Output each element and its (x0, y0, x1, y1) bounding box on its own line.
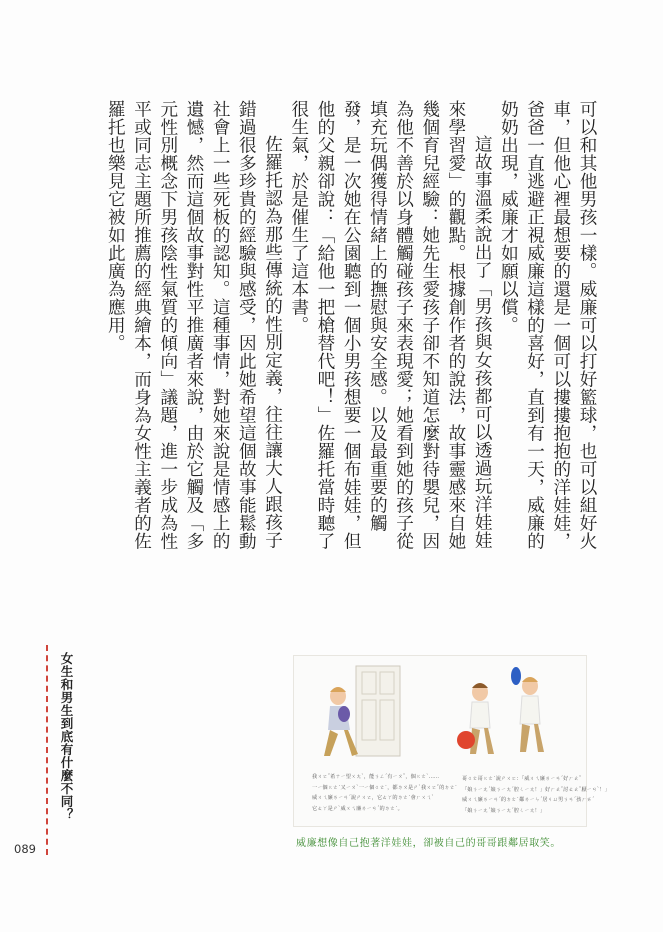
brother-hair (472, 683, 488, 688)
running-title: 女生和男生到底有什麼不同？ (59, 652, 74, 821)
illustration-text-right (462, 774, 610, 816)
door-shape (356, 666, 400, 756)
illustration-line: 「娘ㄋㄧㄤˊ娘ㄋㄧㄤˊ腔ㄑㄧㄤ！」 (462, 807, 546, 814)
doll-shape (338, 706, 350, 722)
paddle-red (457, 731, 475, 749)
body-text (105, 100, 600, 555)
illustration-line: 「娘ㄋㄧㄤˊ娘ㄋㄧㄤˊ腔ㄑㄧㄤ！」好ㄏㄠˇ討ㄊㄠˇ厭ㄧㄢˋ！」 (462, 786, 610, 793)
illustration-text-left (312, 772, 457, 814)
illustration-line: 我ㄨㄛˇ希ㄒㄧ望ㄨㄤˋ，能ㄋㄥˊ有ㄧㄡˇ，個ㄍㄜˋ…… (312, 774, 440, 780)
illustration-line: 它ㄊㄚ是ㄕˋ威ㄨㄟ廉ㄌㄧㄢˊ的ㄉㄜ˙。 (312, 805, 403, 812)
boy-leg (324, 730, 338, 756)
neighbor-shirt (520, 696, 540, 724)
paragraph-3: 佐羅托認為那些傳統的性別定義，往往讓大人跟孩子錯過很多珍貴的經驗與感受，因此她希望這個故事能鬆動社會上一些死板的認知。這種事情，對她來說是情感上的遺憾，然而這個故事對性平推廣者來說，由於它觸及「多元性別概念下男孩陰性氣質的傾向」議題，進一步成為性平或同志主題所推薦的經典繪本，而身為女性主義者的佐羅托也樂見它被如此廣為應用。 (105, 100, 283, 550)
brother-shirt (470, 702, 490, 728)
brother-leg (484, 728, 494, 754)
paragraph-1: 可以和其他男孩一樣。威廉可以打好籃球，也可以組好火車，但他心裡最想要的還是一個可以摟摟抱抱的洋娃娃，爸爸一直逃避正視威廉這樣的喜好，直到有一天，威廉的奶奶出現，威廉才如願以償。 (498, 100, 597, 550)
boy-hair (330, 687, 346, 692)
illustration-line: 威ㄨㄟ廉ㄌㄧㄢˊ說ㄕㄨㄛ，它ㄊㄚ的ㄉㄜ˙會ㄏㄨㄟˋ (312, 795, 434, 801)
illustration-line: 一ㄧ個ㄍㄜ˙又ㄧㄡˋ一ㄧ個ㄍㄜ˙，都ㄉㄡ是ㄕˋ我ㄨㄛˇ的ㄉㄜ˙ (312, 784, 458, 791)
illustration-line: 哥ㄍㄜ哥ㄍㄜ˙說ㄕㄨㄛ：「威ㄨㄟ廉ㄌㄧㄢˊ好ㄏㄠˇ (462, 776, 582, 782)
neighbor-leg (534, 724, 544, 752)
neighbor-leg (520, 724, 530, 752)
side-dashed-line (46, 645, 48, 855)
illustration-caption: 威廉想像自己抱著洋娃娃，卻被自己的哥哥跟鄰居取笑。 (296, 838, 561, 849)
paddle-blue (511, 667, 521, 685)
book-illustration (293, 655, 610, 827)
neighbor-hair (522, 677, 538, 682)
illustration-line: 威ㄨㄟ廉ㄌㄧㄢˊ的ㄉㄜ˙鄰ㄌㄧㄣˊ居ㄐㄩ男ㄋㄢˊ孩ㄏㄞˊ (462, 797, 595, 803)
page-number: 089 (14, 842, 36, 856)
paragraph-2: 這故事溫柔說出了「男孩與女孩都可以透過玩洋娃娃來學習愛」的觀點。根據創作者的說法，故事靈感來自她幾個育兒經驗：她先生愛孩子卻不知道怎麼對待嬰兒，因為他不善於以身體觸碰孩子來表現愛；她看到她的孩子從填充玩偶獲得情緒上的撫慰與安全感。以及最重要的觸發，是一次她在公園聽到一個小男孩想要一個布娃娃，但他的父親卻說：「給他一把槍替代吧！」佐羅托當時聽了很生氣，於是催生了這本書。 (288, 100, 493, 550)
